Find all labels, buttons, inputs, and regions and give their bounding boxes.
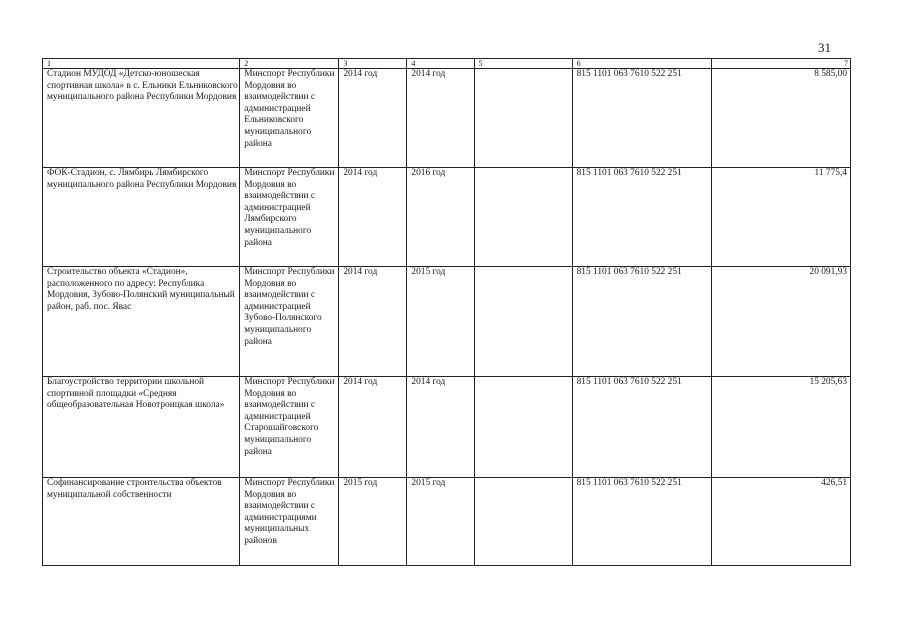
budget-table <box>42 58 851 566</box>
object-name-cell: Софинансирование строительства объектов муниципальной собственности <box>43 478 240 566</box>
executor-cell: Минспорт Республики Мордовия во взаимодействии с администрацией Лямбирского муниципального района <box>240 168 339 267</box>
executor-cell: Минспорт Республики Мордовия во взаимодействии с администрацией Старошайговского муниципального района <box>240 377 339 478</box>
amount-cell: 11 775,4 <box>711 168 850 267</box>
empty-cell <box>474 168 572 267</box>
column-number: 7 <box>711 59 850 69</box>
amount-cell: 426,51 <box>711 478 850 566</box>
executor-cell: Минспорт Республики Мордовия во взаимодействии с администрациями муниципальных районов <box>240 478 339 566</box>
end-year-cell: 2016 год <box>407 168 474 267</box>
executor-cell: Минспорт Республики Мордовия во взаимодействии с администрацией Зубово-Полянского муниципального района <box>240 267 339 377</box>
column-number: 6 <box>572 59 711 69</box>
start-year-cell: 2014 год <box>339 377 407 478</box>
end-year-cell: 2014 год <box>407 69 474 168</box>
budget-code-cell: 815 1101 063 7610 522 251 <box>572 478 711 566</box>
empty-cell <box>474 478 572 566</box>
empty-cell <box>474 267 572 377</box>
object-name-cell: Строительство объекта «Стадион», расположенного по адресу: Республика Мордовия, Зубово-Полянский муниципальный район, раб. пос. Явас <box>43 267 240 377</box>
budget-code-cell: 815 1101 063 7610 522 251 <box>572 168 711 267</box>
amount-cell: 8 585,00 <box>711 69 850 168</box>
budget-code-cell: 815 1101 063 7610 522 251 <box>572 267 711 377</box>
end-year-cell: 2015 год <box>407 267 474 377</box>
page-number: 31 <box>818 40 831 55</box>
column-number: 4 <box>407 59 474 69</box>
start-year-cell: 2014 год <box>339 267 407 377</box>
table-row <box>43 478 851 566</box>
start-year-cell: 2014 год <box>339 69 407 168</box>
amount-cell: 20 091,93 <box>711 267 850 377</box>
column-number: 5 <box>474 59 572 69</box>
table-row <box>43 377 851 478</box>
start-year-cell: 2014 год <box>339 168 407 267</box>
empty-cell <box>474 377 572 478</box>
column-number: 2 <box>240 59 339 69</box>
column-number-row <box>43 59 851 69</box>
end-year-cell: 2014 год <box>407 377 474 478</box>
object-name-cell: ФОК-Стадион, с. Лямбирь Лямбирского муниципального района Республики Мордовия <box>43 168 240 267</box>
column-number: 3 <box>339 59 407 69</box>
table-row <box>43 267 851 377</box>
table-row <box>43 69 851 168</box>
column-number: 1 <box>43 59 240 69</box>
object-name-cell: Стадион МУДОД «Детско-юношеская спортивная школа» в с. Ельники Ельниковского муниципального района Республики Мордовия <box>43 69 240 168</box>
end-year-cell: 2015 год <box>407 478 474 566</box>
budget-code-cell: 815 1101 063 7610 522 251 <box>572 377 711 478</box>
start-year-cell: 2015 год <box>339 478 407 566</box>
executor-cell: Минспорт Республики Мордовия во взаимодействии с администрацией Ельниковского муниципального района <box>240 69 339 168</box>
empty-cell <box>474 69 572 168</box>
object-name-cell: Благоустройство территории школьной спортивной площадки «Средняя общеобразовательная Новотроицкая школа» <box>43 377 240 478</box>
table-row <box>43 168 851 267</box>
budget-code-cell: 815 1101 063 7610 522 251 <box>572 69 711 168</box>
amount-cell: 15 205,63 <box>711 377 850 478</box>
